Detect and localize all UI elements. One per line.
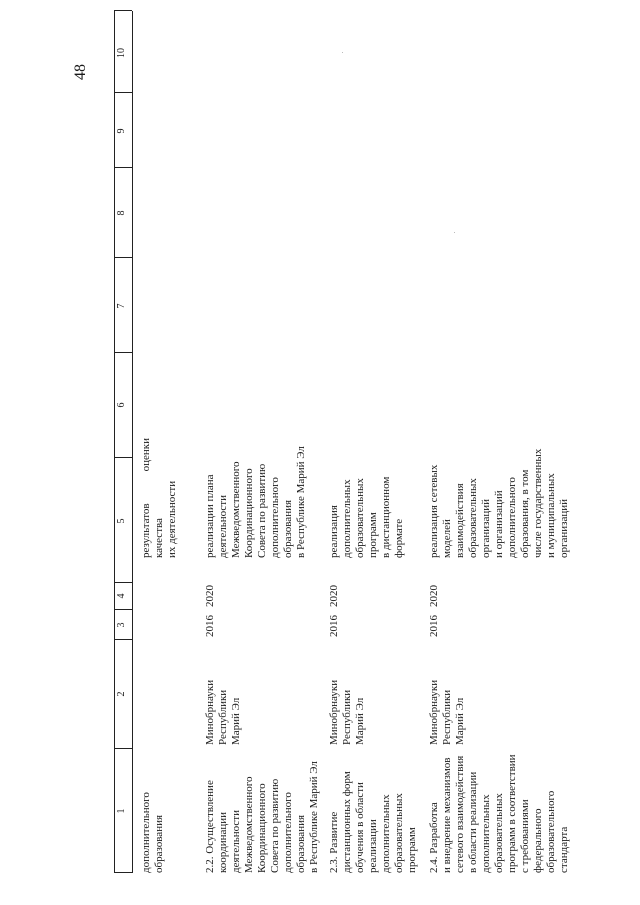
- row-2-measure-line: образовательных: [393, 793, 405, 873]
- row-3-measure-line: стандарта: [558, 826, 570, 873]
- row-3-measure-line: программ в соответствии: [506, 754, 518, 873]
- row-1-measure-line: Совета по развитию: [269, 778, 281, 873]
- header-bottom-border: [132, 11, 133, 873]
- row-1-result: [204, 438, 308, 558]
- column-header-1: 1: [116, 808, 127, 814]
- row-1-result-line: дополнительного: [269, 477, 281, 558]
- column-divider: [114, 167, 132, 168]
- row-2-measure: [328, 751, 419, 873]
- row-0-result-line: [140, 438, 153, 558]
- row-0-result-line: качества: [153, 518, 165, 558]
- row-2-measure-line: реализации: [367, 819, 379, 873]
- row-1-measure-line: Межведомственного: [243, 776, 255, 873]
- scan-speck: [342, 52, 343, 53]
- row-2-result-line: образовательных: [354, 478, 366, 558]
- row-3-result-line: образовательных: [467, 478, 479, 558]
- row-0-result: [140, 438, 179, 558]
- row-2-result-line: формате: [393, 518, 405, 558]
- row-3-measure-line: дополнительных: [480, 794, 492, 873]
- row-3-measure-line: образовательных: [493, 793, 505, 873]
- row-3-result-line: организаций: [558, 498, 570, 558]
- row-1-end-year: 2020: [204, 585, 216, 607]
- row-3-result-line: реализация сетевых: [428, 464, 440, 558]
- row-2-result-line: дополнительных: [341, 479, 353, 558]
- row-3-measure-line: сетевого взаимодействия: [454, 755, 466, 873]
- row-2-measure-line: дополнительных: [380, 794, 392, 873]
- row-2-executor-line: Республики: [341, 689, 353, 745]
- row-1-executor: [204, 645, 243, 745]
- column-header-6: 6: [116, 402, 127, 408]
- column-header-8: 8: [116, 210, 127, 216]
- row-3-executor-line: Минобрнауки: [428, 679, 440, 745]
- row-2-measure-line: обучения в области: [354, 782, 366, 873]
- rotated-table-sheet: [72, 33, 632, 873]
- row-3-measure-line: 2.4. Разработка: [428, 802, 440, 873]
- row-2-result: [328, 438, 406, 558]
- column-divider: [114, 10, 132, 11]
- row-2-end-year: 2020: [328, 585, 340, 607]
- column-header-5: 5: [116, 518, 127, 524]
- row-1-executor-line: Марий Эл: [230, 697, 242, 745]
- row-1-start-year: 2016: [204, 615, 216, 637]
- row-0-measure-line: образования: [153, 814, 165, 873]
- row-0-result-word: оценки: [140, 438, 152, 472]
- row-3-measure-line: федерального: [532, 808, 544, 873]
- row-3-result-line: и муниципальных: [545, 473, 557, 558]
- row-1-measure-line: в Республике Марий Эл: [308, 761, 320, 873]
- row-3-result-line: числе государственных: [532, 448, 544, 558]
- row-2-executor: [328, 645, 367, 745]
- row-2-executor-line: Марий Эл: [354, 697, 366, 745]
- row-1-measure: [204, 751, 321, 873]
- row-3-measure-line: с требованиями: [519, 799, 531, 873]
- row-3-result-line: моделей: [441, 519, 453, 558]
- row-1-result-line: в Республике Марий Эл: [295, 446, 307, 558]
- row-1-measure-line: образования: [295, 814, 307, 873]
- row-3-measure-line: в области реализации: [467, 771, 479, 873]
- row-1-measure-line: Координационного: [256, 783, 268, 873]
- column-header-3: 3: [116, 622, 127, 628]
- row-2-measure-line: дистанционных форм: [341, 771, 353, 873]
- row-1-result-line: деятельности: [217, 495, 229, 558]
- row-1-measure-line: дополнительного: [282, 792, 294, 873]
- row-0-result-word: результатов: [140, 503, 152, 558]
- row-3-end-year: 2020: [428, 585, 440, 607]
- column-divider: [114, 748, 132, 749]
- scan-speck: [454, 232, 455, 233]
- row-3-result-line: образования, в том: [519, 469, 531, 558]
- row-3-start-year: 2016: [428, 615, 440, 637]
- row-1-executor-line: Минобрнауки: [204, 679, 216, 745]
- row-2-measure-line: 2.3. Развитие: [328, 811, 340, 873]
- column-header-7: 7: [116, 303, 127, 309]
- table-top-border: [114, 11, 115, 873]
- row-1-result-line: реализации плана: [204, 474, 216, 558]
- column-divider: [114, 92, 132, 93]
- row-1-result-line: Межведомственного: [230, 461, 242, 558]
- row-3-measure-line: и внедрение механизмов: [441, 757, 453, 873]
- row-0-measure-line: дополнительного: [140, 792, 152, 873]
- row-3-result-line: организаций: [480, 498, 492, 558]
- row-2-measure-line: программ: [406, 827, 418, 873]
- row-1-result-line: Совета по развитию: [256, 463, 268, 558]
- row-3-executor: [428, 645, 467, 745]
- row-1-measure-line: координации: [217, 811, 229, 873]
- row-2-executor-line: Минобрнауки: [328, 679, 340, 745]
- row-1-measure-line: 2.2. Осуществление: [204, 780, 216, 873]
- page-number: 48: [72, 64, 89, 80]
- row-3-measure-line: образовательного: [545, 790, 557, 873]
- column-divider: [114, 457, 132, 458]
- row-3-result-line: дополнительного: [506, 477, 518, 558]
- row-3-result-line: взаимодействия: [454, 483, 466, 558]
- row-2-start-year: 2016: [328, 615, 340, 637]
- column-divider: [114, 872, 132, 873]
- row-3-result-line: и организаций: [493, 490, 505, 558]
- row-3-executor-line: Республики: [441, 689, 453, 745]
- row-3-result: [428, 428, 571, 558]
- row-1-result-line: Координационного: [243, 468, 255, 558]
- column-divider: [114, 352, 132, 353]
- column-header-10: 10: [116, 48, 127, 58]
- column-divider: [114, 257, 132, 258]
- column-header-2: 2: [116, 691, 127, 697]
- row-1-executor-line: Республики: [217, 689, 229, 745]
- row-0-measure: [140, 751, 166, 873]
- row-0-result-line: их деятельности: [166, 480, 178, 558]
- row-3-executor-line: Марий Эл: [454, 697, 466, 745]
- row-1-result-line: образования: [282, 499, 294, 558]
- column-header-4: 4: [116, 593, 127, 599]
- row-1-measure-line: деятельности: [230, 810, 242, 873]
- row-2-result-line: программ: [367, 512, 379, 558]
- column-header-9: 9: [116, 128, 127, 134]
- row-3-measure: [428, 749, 571, 873]
- row-2-result-line: реализация: [328, 505, 340, 558]
- row-2-result-line: в дистанционном: [380, 476, 392, 558]
